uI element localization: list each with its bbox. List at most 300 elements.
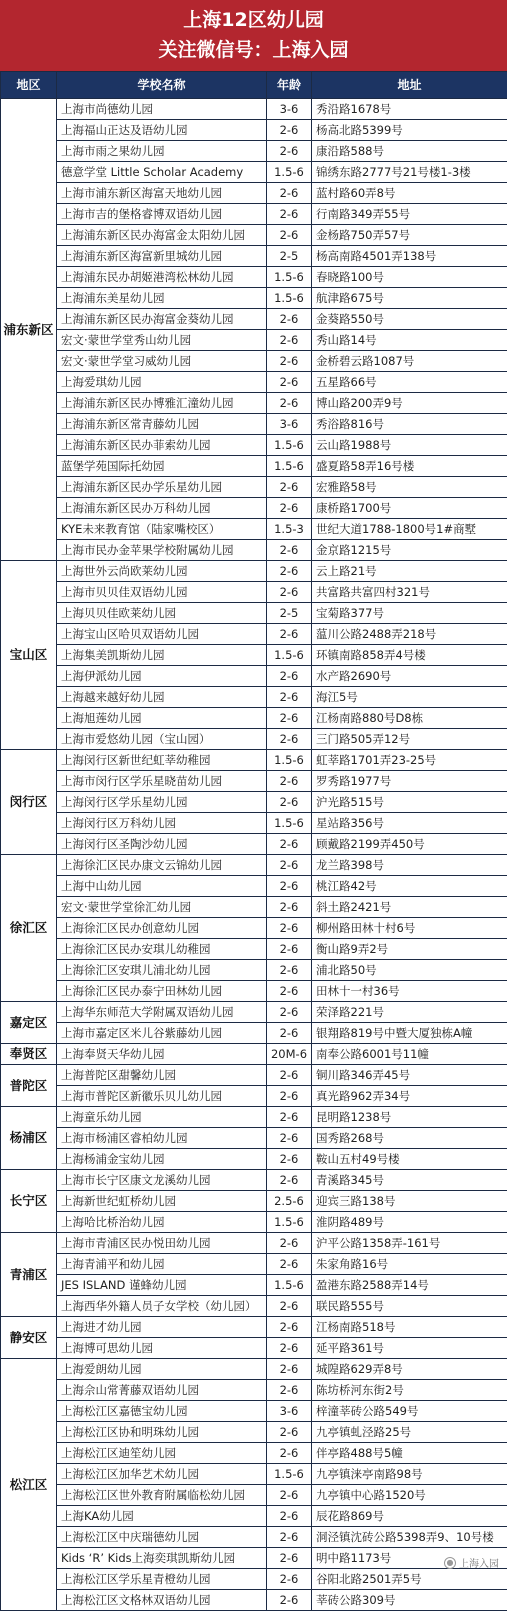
age-cell: 1.5-6: [267, 288, 312, 309]
address-cell: 衡山路9弄2号: [312, 939, 507, 960]
address-cell: 沪光路515号: [312, 792, 507, 813]
age-cell: 2-6: [267, 183, 312, 204]
table-row: [1, 981, 507, 1002]
age-cell: 2-6: [267, 1254, 312, 1275]
school-name-cell: 上海越来越好幼儿园: [57, 687, 267, 708]
school-name-cell: 上海市杨浦区睿柏幼儿园: [57, 1128, 267, 1149]
table-row: [1, 267, 507, 288]
school-name-cell: 上海松江区文格林双语幼儿园: [57, 1590, 267, 1611]
age-cell: 2-6: [267, 1506, 312, 1527]
district-cell: 长宁区: [1, 1170, 57, 1233]
age-cell: 1.5-6: [267, 456, 312, 477]
address-cell: 明中路1173号: [312, 1548, 507, 1569]
address-cell: 宝菊路377号: [312, 603, 507, 624]
address-cell: 延平路361号: [312, 1338, 507, 1359]
table-row: [1, 1065, 507, 1086]
age-cell: 2-6: [267, 834, 312, 855]
school-name-cell: 上海徐汇区民办康文云锦幼儿园: [57, 855, 267, 876]
address-cell: 洞泾镇沈砖公路5398弄9、10号楼: [312, 1527, 507, 1548]
table-row: [1, 1296, 507, 1317]
age-cell: 2-6: [267, 1128, 312, 1149]
age-cell: 2-6: [267, 1527, 312, 1548]
age-cell: 2-6: [267, 309, 312, 330]
table-row: [1, 1149, 507, 1170]
school-name-cell: 上海集美凯斯幼儿园: [57, 645, 267, 666]
school-name-cell: 上海闵行区圣陶沙幼儿园: [57, 834, 267, 855]
school-name-cell: 上海浦东新区民办博雅汇潼幼儿园: [57, 393, 267, 414]
age-cell: 2-6: [267, 855, 312, 876]
address-cell: 航津路675号: [312, 288, 507, 309]
age-cell: 2.5-6: [267, 1191, 312, 1212]
table-row: [1, 1464, 507, 1485]
age-cell: 1.5-6: [267, 162, 312, 183]
school-name-cell: 德意学堂 Little Scholar Academy: [57, 162, 267, 183]
age-cell: 2-5: [267, 603, 312, 624]
district-cell: 奉贤区: [1, 1044, 57, 1065]
school-name-cell: 上海浦东新区民办学乐星幼儿园: [57, 477, 267, 498]
age-cell: 2-6: [267, 918, 312, 939]
table-row: [1, 918, 507, 939]
address-cell: 柳州路田林十村6号: [312, 918, 507, 939]
address-cell: 盈港东路2588弄14号: [312, 1275, 507, 1296]
table-row: [1, 1569, 507, 1590]
school-name-cell: 上海新世纪虹桥幼儿园: [57, 1191, 267, 1212]
address-cell: 盛夏路58弄16号楼: [312, 456, 507, 477]
table-row: [1, 414, 507, 435]
table-row: [1, 1044, 507, 1065]
school-name-cell: 上海爱琪幼儿园: [57, 372, 267, 393]
school-name-cell: 蓝堡学苑国际托幼园: [57, 456, 267, 477]
school-name-cell: 上海KA幼儿园: [57, 1506, 267, 1527]
address-cell: 五星路66号: [312, 372, 507, 393]
age-cell: 2-6: [267, 1233, 312, 1254]
school-name-cell: 上海贝贝佳欧莱幼儿园: [57, 603, 267, 624]
school-name-cell: 上海浦东新区海富新里城幼儿园: [57, 246, 267, 267]
table-row: [1, 1170, 507, 1191]
table-row: [1, 750, 507, 771]
school-name-cell: 上海市民办金苹果学校附属幼儿园: [57, 540, 267, 561]
district-cell: 闵行区: [1, 750, 57, 855]
age-cell: 1.5-6: [267, 750, 312, 771]
age-cell: 2-6: [267, 666, 312, 687]
age-cell: 2-6: [267, 792, 312, 813]
table-row: [1, 876, 507, 897]
school-name-cell: 上海松江区学乐星青橙幼儿园: [57, 1569, 267, 1590]
school-name-cell: JES ISLAND 谨蜂幼儿园: [57, 1275, 267, 1296]
school-name-cell: 上海宝山区哈贝双语幼儿园: [57, 624, 267, 645]
table-row: [1, 204, 507, 225]
address-cell: 江杨南路880号D8栋: [312, 708, 507, 729]
age-cell: 2-6: [267, 1359, 312, 1380]
address-cell: 城隍路629弄8号: [312, 1359, 507, 1380]
school-name-cell: 上海西华外籍人员子女学校（幼儿园）: [57, 1296, 267, 1317]
age-cell: 2-6: [267, 1443, 312, 1464]
school-name-cell: 上海华东师范大学附属双语幼儿园: [57, 1002, 267, 1023]
address-cell: 蓝村路60弄8号: [312, 183, 507, 204]
address-cell: 秀沿路1678号: [312, 99, 507, 120]
school-name-cell: 上海浦东新区常青藤幼儿园: [57, 414, 267, 435]
age-cell: 2-6: [267, 477, 312, 498]
address-cell: 银翔路819号中暨大厦独栋A幢: [312, 1023, 507, 1044]
age-cell: 2-6: [267, 1485, 312, 1506]
age-cell: 3-6: [267, 99, 312, 120]
watermark: [444, 1555, 499, 1570]
address-cell: 陈坊桥河东街2号: [312, 1380, 507, 1401]
table-row: [1, 1107, 507, 1128]
age-cell: 2-6: [267, 771, 312, 792]
table-row: [1, 120, 507, 141]
table-row: [1, 771, 507, 792]
table-row: [1, 645, 507, 666]
table-row: [1, 960, 507, 981]
school-name-cell: 上海哈比桥治幼儿园: [57, 1212, 267, 1233]
address-cell: 浦北路50号: [312, 960, 507, 981]
school-name-cell: 宏文·蒙世学堂习威幼儿园: [57, 351, 267, 372]
address-cell: 昆明路1238号: [312, 1107, 507, 1128]
address-cell: 康桥路1700号: [312, 498, 507, 519]
age-cell: 2-6: [267, 960, 312, 981]
age-cell: 3-6: [267, 414, 312, 435]
table-row: [1, 813, 507, 834]
column-header-address: 地址: [312, 72, 507, 99]
column-header-school: 学校名称: [57, 72, 267, 99]
address-cell: 杨高北路5399号: [312, 120, 507, 141]
school-name-cell: 上海徐汇区民办创意幼儿园: [57, 918, 267, 939]
address-cell: 金杨路750弄57号: [312, 225, 507, 246]
age-cell: 2-6: [267, 687, 312, 708]
address-cell: 朱家角路16号: [312, 1254, 507, 1275]
age-cell: 2-6: [267, 1065, 312, 1086]
age-cell: 2-6: [267, 1590, 312, 1611]
age-cell: 2-6: [267, 225, 312, 246]
age-cell: 2-6: [267, 729, 312, 750]
address-cell: 锦绣东路2777号21号楼1-3楼: [312, 162, 507, 183]
table-row: [1, 603, 507, 624]
school-name-cell: 上海福山正达及语幼儿园: [57, 120, 267, 141]
age-cell: 1.5-6: [267, 813, 312, 834]
school-name-cell: 上海浦东新区民办海富金太阳幼儿园: [57, 225, 267, 246]
address-cell: 青溪路345号: [312, 1170, 507, 1191]
age-cell: 2-6: [267, 1023, 312, 1044]
column-header-age: 年龄: [267, 72, 312, 99]
address-cell: 九亭镇涞亭南路98号: [312, 1464, 507, 1485]
address-cell: 罗秀路1977号: [312, 771, 507, 792]
age-cell: 2-6: [267, 1338, 312, 1359]
school-name-cell: 上海市贝贝佳双语幼儿园: [57, 582, 267, 603]
age-cell: 1.5-3: [267, 519, 312, 540]
table-row: [1, 1527, 507, 1548]
address-cell: 莘砖公路309号: [312, 1590, 507, 1611]
school-name-cell: 宏文·蒙世学堂徐汇幼儿园: [57, 897, 267, 918]
school-name-cell: 上海闵行区新世纪虹莘幼稚园: [57, 750, 267, 771]
table-row: [1, 897, 507, 918]
district-cell: 宝山区: [1, 561, 57, 750]
age-cell: 2-6: [267, 561, 312, 582]
address-cell: 国秀路268号: [312, 1128, 507, 1149]
table-row: [1, 435, 507, 456]
school-name-cell: 上海松江区世外教育附属临松幼儿园: [57, 1485, 267, 1506]
address-cell: 杨高南路4501弄138号: [312, 246, 507, 267]
age-cell: 2-6: [267, 1548, 312, 1569]
school-name-cell: 上海中山幼儿园: [57, 876, 267, 897]
address-cell: 云上路21号: [312, 561, 507, 582]
table-row: [1, 1422, 507, 1443]
address-cell: 南奉公路6001号11幢: [312, 1044, 507, 1065]
school-name-cell: 上海松江区协和明珠幼儿园: [57, 1422, 267, 1443]
school-name-cell: 宏文·蒙世学堂秀山幼儿园: [57, 330, 267, 351]
age-cell: 2-5: [267, 246, 312, 267]
address-cell: 沪平公路1358弄-161号: [312, 1233, 507, 1254]
table-row: [1, 1002, 507, 1023]
age-cell: 1.5-6: [267, 267, 312, 288]
address-cell: 秀山路14号: [312, 330, 507, 351]
table-row: [1, 519, 507, 540]
school-name-cell: 上海佘山常菁藤双语幼儿园: [57, 1380, 267, 1401]
district-cell: 嘉定区: [1, 1002, 57, 1044]
address-cell: 水产路2690号: [312, 666, 507, 687]
address-cell: 金京路1215号: [312, 540, 507, 561]
school-name-cell: 上海伊派幼儿园: [57, 666, 267, 687]
table-row: [1, 582, 507, 603]
age-cell: 1.5-6: [267, 1275, 312, 1296]
age-cell: 2-6: [267, 624, 312, 645]
table-row: [1, 1254, 507, 1275]
age-cell: 1.5-6: [267, 435, 312, 456]
table-row: [1, 1338, 507, 1359]
table-row: [1, 561, 507, 582]
school-name-cell: 上海进才幼儿园: [57, 1317, 267, 1338]
address-cell: 博山路200弄9号: [312, 393, 507, 414]
address-cell: 九亭镇虬泾路25号: [312, 1422, 507, 1443]
age-cell: 2-6: [267, 141, 312, 162]
school-name-cell: 上海世外云尚欧莱幼儿园: [57, 561, 267, 582]
age-cell: 1.5-6: [267, 1212, 312, 1233]
school-name-cell: 上海松江区迪笙幼儿园: [57, 1443, 267, 1464]
school-name-cell: 上海浦东民办胡姬港湾松林幼儿园: [57, 267, 267, 288]
address-cell: 江杨南路518号: [312, 1317, 507, 1338]
age-cell: 2-6: [267, 582, 312, 603]
district-cell: 普陀区: [1, 1065, 57, 1107]
table-row: [1, 540, 507, 561]
school-name-cell: 上海闵行区学乐星幼儿园: [57, 792, 267, 813]
age-cell: 2-6: [267, 1317, 312, 1338]
school-name-cell: 上海普陀区甜馨幼儿园: [57, 1065, 267, 1086]
address-cell: 星站路356号: [312, 813, 507, 834]
age-cell: 2-6: [267, 1170, 312, 1191]
address-cell: 世纪大道1788-1800号1#商墅: [312, 519, 507, 540]
age-cell: 2-6: [267, 1002, 312, 1023]
table-row: [1, 393, 507, 414]
address-cell: 金葵路550号: [312, 309, 507, 330]
address-cell: 淮阴路489号: [312, 1212, 507, 1233]
address-cell: 田林十一村36号: [312, 981, 507, 1002]
table-row: [1, 309, 507, 330]
school-name-cell: 上海松江区嘉德宝幼儿园: [57, 1401, 267, 1422]
wechat-icon: ●: [444, 1557, 456, 1569]
school-name-cell: 上海市尚德幼儿园: [57, 99, 267, 120]
school-name-cell: 上海浦东美星幼儿园: [57, 288, 267, 309]
age-cell: 2-6: [267, 1107, 312, 1128]
age-cell: 2-6: [267, 1569, 312, 1590]
address-cell: 环镇南路858弄4号楼: [312, 645, 507, 666]
address-cell: 蕰川公路2488弄218号: [312, 624, 507, 645]
table-row: [1, 1212, 507, 1233]
address-cell: 海江5号: [312, 687, 507, 708]
age-cell: 2-6: [267, 1380, 312, 1401]
age-cell: 2-6: [267, 1296, 312, 1317]
age-cell: 2-6: [267, 498, 312, 519]
table-row: [1, 1506, 507, 1527]
school-name-cell: 上海爱朗幼儿园: [57, 1359, 267, 1380]
school-name-cell: 上海杨浦金宝幼儿园: [57, 1149, 267, 1170]
table-row: [1, 1317, 507, 1338]
school-name-cell: 上海市雨之果幼儿园: [57, 141, 267, 162]
school-name-cell: 上海市闵行区学乐星晓苗幼儿园: [57, 771, 267, 792]
address-cell: 梓潼莘砖公路549号: [312, 1401, 507, 1422]
table-row: [1, 792, 507, 813]
school-name-cell: 上海市浦东新区海富天地幼儿园: [57, 183, 267, 204]
address-cell: 三门路505弄12号: [312, 729, 507, 750]
age-cell: 2-6: [267, 876, 312, 897]
address-cell: 康沿路588号: [312, 141, 507, 162]
school-name-cell: 上海奉贤天华幼儿园: [57, 1044, 267, 1065]
table-row: [1, 1128, 507, 1149]
address-cell: 迎宾三路138号: [312, 1191, 507, 1212]
table-row: [1, 624, 507, 645]
table-row: [1, 729, 507, 750]
district-cell: 浦东新区: [1, 99, 57, 561]
school-name-cell: Kids ‘R’ Kids上海奕琪凯斯幼儿园: [57, 1548, 267, 1569]
age-cell: 1.5-6: [267, 1464, 312, 1485]
address-cell: 宏雅路58号: [312, 477, 507, 498]
table-row: [1, 288, 507, 309]
age-cell: 2-6: [267, 351, 312, 372]
table-row: [1, 246, 507, 267]
table-row: [1, 498, 507, 519]
school-name-cell: KYE未来教育馆（陆家嘴校区）: [57, 519, 267, 540]
address-cell: 顾戴路2199弄450号: [312, 834, 507, 855]
age-cell: 2-6: [267, 120, 312, 141]
school-name-cell: 上海市长宁区康文龙溪幼儿园: [57, 1170, 267, 1191]
address-cell: 伴亭路488号5幢: [312, 1443, 507, 1464]
address-cell: 铜川路346弄45号: [312, 1065, 507, 1086]
school-name-cell: 上海青浦平和幼儿园: [57, 1254, 267, 1275]
address-cell: 谷阳北路2501弄5号: [312, 1569, 507, 1590]
table-row: [1, 1590, 507, 1611]
address-cell: 桃江路42号: [312, 876, 507, 897]
table-row: [1, 477, 507, 498]
school-name-cell: 上海市吉的堡格睿博双语幼儿园: [57, 204, 267, 225]
table-row: [1, 99, 507, 120]
table-row: [1, 1086, 507, 1107]
table-row: [1, 1275, 507, 1296]
table-row: [1, 834, 507, 855]
age-cell: 2-6: [267, 939, 312, 960]
table-row: [1, 1485, 507, 1506]
school-name-cell: 上海浦东新区民办海富金葵幼儿园: [57, 309, 267, 330]
table-row: [1, 1548, 507, 1569]
age-cell: 2-6: [267, 1422, 312, 1443]
address-cell: 斜土路2421号: [312, 897, 507, 918]
table-row: [1, 225, 507, 246]
table-row: [1, 330, 507, 351]
kindergarten-table: [0, 71, 507, 1611]
age-cell: 1.5-6: [267, 645, 312, 666]
school-name-cell: 上海市嘉定区米儿谷紫藤幼儿园: [57, 1023, 267, 1044]
age-cell: 2-6: [267, 372, 312, 393]
table-row: [1, 162, 507, 183]
age-cell: 20M-6: [267, 1044, 312, 1065]
district-cell: 青浦区: [1, 1233, 57, 1317]
table-row: [1, 708, 507, 729]
address-cell: 云山路1988号: [312, 435, 507, 456]
table-row: [1, 1233, 507, 1254]
age-cell: 2-6: [267, 330, 312, 351]
address-cell: 鞍山五村49号楼: [312, 1149, 507, 1170]
table-row: [1, 372, 507, 393]
school-name-cell: 上海徐汇区民办泰宁田林幼儿园: [57, 981, 267, 1002]
school-name-cell: 上海松江区加华艺术幼儿园: [57, 1464, 267, 1485]
address-cell: 秀浴路816号: [312, 414, 507, 435]
school-name-cell: 上海旭莲幼儿园: [57, 708, 267, 729]
school-name-cell: 上海童乐幼儿园: [57, 1107, 267, 1128]
table-row: [1, 141, 507, 162]
school-name-cell: 上海徐汇区民办安琪儿幼稚园: [57, 939, 267, 960]
age-cell: 2-6: [267, 204, 312, 225]
table-body: [1, 99, 507, 1611]
address-cell: 共富路共富四村321号: [312, 582, 507, 603]
watermark-text: 上海入园: [459, 1555, 499, 1570]
school-name-cell: 上海浦东新区民办菲索幼儿园: [57, 435, 267, 456]
table-row: [1, 1380, 507, 1401]
table-row: [1, 1401, 507, 1422]
table-row: [1, 351, 507, 372]
banner-subtitle: 关注微信号：上海入园: [0, 35, 507, 65]
address-cell: 辰花路869号: [312, 1506, 507, 1527]
address-cell: 荣泽路221号: [312, 1002, 507, 1023]
address-cell: 春晓路100号: [312, 267, 507, 288]
table-row: [1, 687, 507, 708]
table-row: [1, 666, 507, 687]
district-cell: 静安区: [1, 1317, 57, 1359]
address-cell: 真光路962弄34号: [312, 1086, 507, 1107]
address-cell: 行南路349弄55号: [312, 204, 507, 225]
age-cell: 2-6: [267, 897, 312, 918]
table-row: [1, 183, 507, 204]
district-cell: 徐汇区: [1, 855, 57, 1002]
school-name-cell: 上海闵行区万科幼儿园: [57, 813, 267, 834]
school-name-cell: 上海博可思幼儿园: [57, 1338, 267, 1359]
table-row: [1, 939, 507, 960]
table-row: [1, 1191, 507, 1212]
table-row: [1, 1023, 507, 1044]
school-name-cell: 上海浦东新区民办万科幼儿园: [57, 498, 267, 519]
school-name-cell: 上海松江区中庆瑞德幼儿园: [57, 1527, 267, 1548]
age-cell: 2-6: [267, 1086, 312, 1107]
school-name-cell: 上海徐汇区安琪儿浦北幼儿园: [57, 960, 267, 981]
address-cell: 九亭镇中心路1520号: [312, 1485, 507, 1506]
age-cell: 2-6: [267, 393, 312, 414]
table-row: [1, 1359, 507, 1380]
age-cell: 2-6: [267, 540, 312, 561]
age-cell: 2-6: [267, 1149, 312, 1170]
school-name-cell: 上海市普陀区新徽乐贝儿幼儿园: [57, 1086, 267, 1107]
table-row: [1, 855, 507, 876]
school-name-cell: 上海市爱悠幼儿园（宝山园）: [57, 729, 267, 750]
district-cell: 松江区: [1, 1359, 57, 1611]
table-row: [1, 1443, 507, 1464]
age-cell: 2-6: [267, 708, 312, 729]
